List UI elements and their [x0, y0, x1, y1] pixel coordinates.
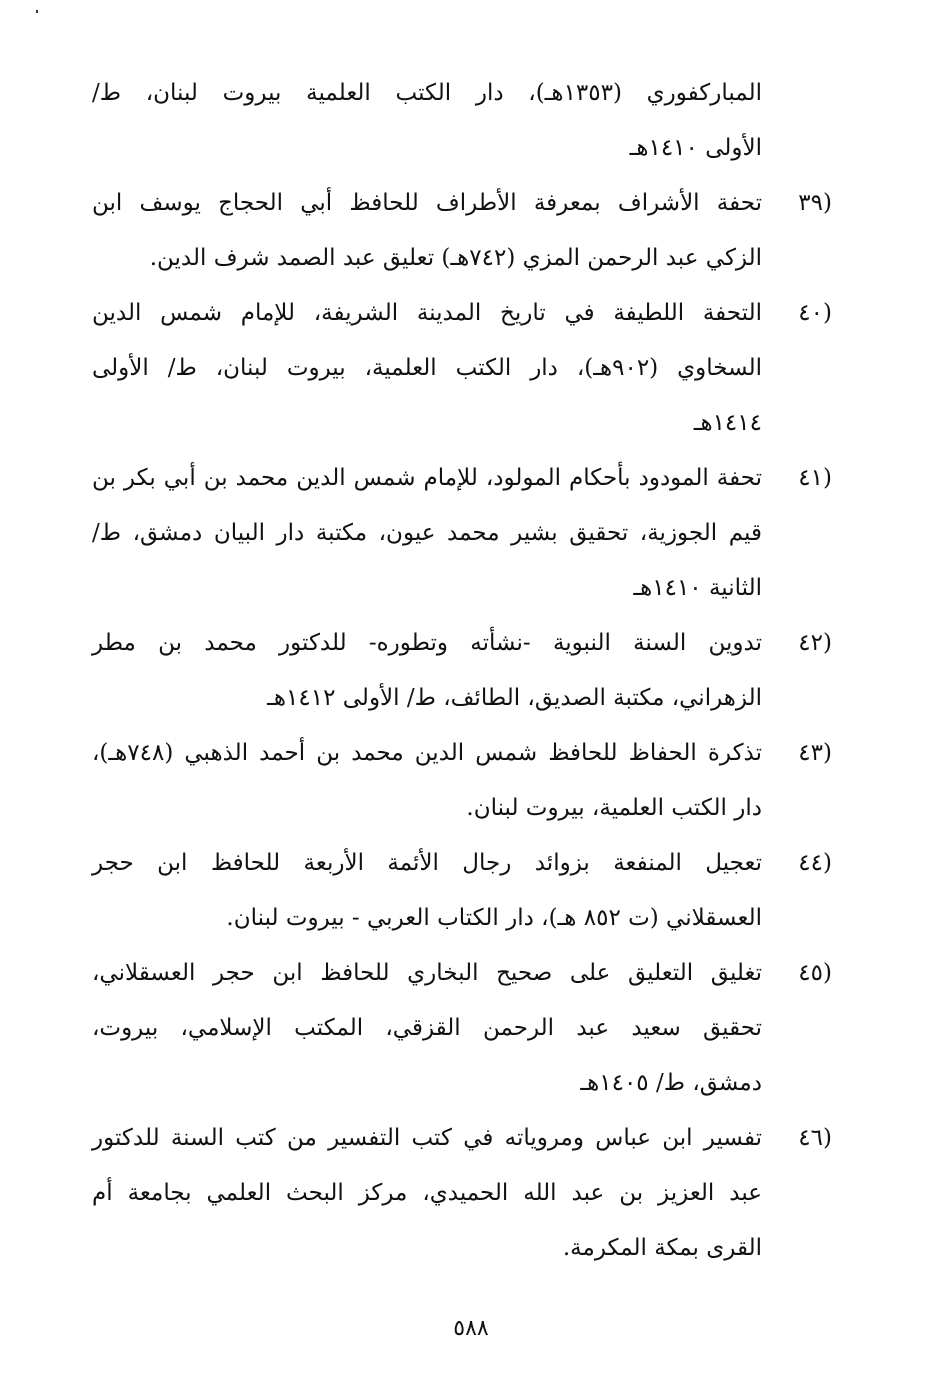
- entry-number: (٤٦: [798, 1125, 832, 1151]
- entry-text: تحفة الأشراف بمعرفة الأطراف للحافظ أبي الحجاج يوسف ابن: [92, 190, 762, 216]
- entry-number: (٤٢: [798, 630, 832, 656]
- entry-text: السخاوي (٩٠٢هـ)، دار الكتب العلمية، بيروت لبنان، ط/ الأولى: [92, 355, 762, 381]
- entry-line: [92, 946, 832, 1001]
- entry-number: (٤١: [798, 465, 832, 491]
- entry-line: [92, 891, 832, 946]
- entry-text: تذكرة الحفاظ للحافظ شمس الدين محمد بن أحمد الذهبي (٧٤٨هـ)،: [92, 740, 762, 766]
- entry-line: [92, 1166, 832, 1221]
- entry-text: عبد العزيز بن عبد الله الحميدي، مركز البحث العلمي بجامعة أم: [92, 1180, 762, 1206]
- entry-line: [92, 1056, 832, 1111]
- entry-text: الأولى ١٤١٠هـ: [629, 135, 762, 161]
- entry-line: [92, 286, 832, 341]
- entry-number: (٤٠: [798, 300, 832, 326]
- entry-line: [92, 341, 832, 396]
- entry-text: تفسير ابن عباس ومروياته في كتب التفسير من كتب السنة للدكتور: [92, 1125, 762, 1151]
- entry-text: تعجيل المنفعة بزوائد رجال الأئمة الأربعة للحافظ ابن حجر: [92, 850, 762, 876]
- entry-number: (٤٤: [798, 850, 832, 876]
- scan-speck: [36, 10, 38, 13]
- entry-line: [92, 671, 832, 726]
- entry-line: [92, 121, 832, 176]
- entry-line: [92, 231, 832, 286]
- entry-line: [92, 561, 832, 616]
- entry-line: [92, 176, 832, 231]
- entry-text: تحقيق سعيد عبد الرحمن القزقي، المكتب الإسلامي، بيروت،: [92, 1015, 762, 1041]
- entry-text: دار الكتب العلمية، بيروت لبنان.: [466, 795, 762, 821]
- entry-text: العسقلاني (ت ٨٥٢ هـ)، دار الكتاب العربي - بيروت لبنان.: [226, 905, 762, 931]
- entry-text: تحفة المودود بأحكام المولود، للإمام شمس الدين محمد بن أبي بكر بن: [92, 465, 762, 491]
- entry-text: ١٤١٤هـ: [693, 410, 762, 436]
- entry-line: [92, 66, 832, 121]
- entry-text: التحفة اللطيفة في تاريخ المدينة الشريفة، للإمام شمس الدين: [92, 300, 762, 326]
- entry-line: [92, 726, 832, 781]
- entry-line: [92, 451, 832, 506]
- entry-text: الثانية ١٤١٠هـ: [633, 575, 762, 601]
- entry-number: (٣٩: [798, 190, 832, 216]
- entry-line: [92, 781, 832, 836]
- entry-number: (٤٣: [798, 740, 832, 766]
- entry-text: تغليق التعليق على صحيح البخاري للحافظ ابن حجر العسقلاني،: [92, 960, 762, 986]
- entry-text: قيم الجوزية، تحقيق بشير محمد عيون، مكتبة دار البيان دمشق، ط/: [92, 520, 762, 546]
- entry-text: القرى بمكة المكرمة.: [562, 1235, 762, 1261]
- entry-text: المباركفوري (١٣٥٣هـ)، دار الكتب العلمية بيروت لبنان، ط/: [92, 80, 762, 106]
- entry-line: [92, 1221, 832, 1276]
- page-number: ٥٨٨: [453, 1316, 489, 1341]
- entry-line: [92, 506, 832, 561]
- references-list: [92, 66, 832, 1276]
- entry-line: [92, 1001, 832, 1056]
- entry-line: [92, 616, 832, 671]
- entry-number: (٤٥: [798, 960, 832, 986]
- entry-text: دمشق، ط/ ١٤٠٥هـ: [580, 1070, 762, 1096]
- entry-line: [92, 396, 832, 451]
- entry-text: تدوين السنة النبوية -نشأته وتطوره- للدكتور محمد بن مطر: [92, 630, 762, 656]
- entry-text: الزكي عبد الرحمن المزي (٧٤٢هـ) تعليق عبد الصمد شرف الدين.: [149, 245, 762, 271]
- entry-line: [92, 836, 832, 891]
- entry-text: الزهراني، مكتبة الصديق، الطائف، ط/ الأولى ١٤١٢هـ: [267, 685, 762, 711]
- entry-line: [92, 1111, 832, 1166]
